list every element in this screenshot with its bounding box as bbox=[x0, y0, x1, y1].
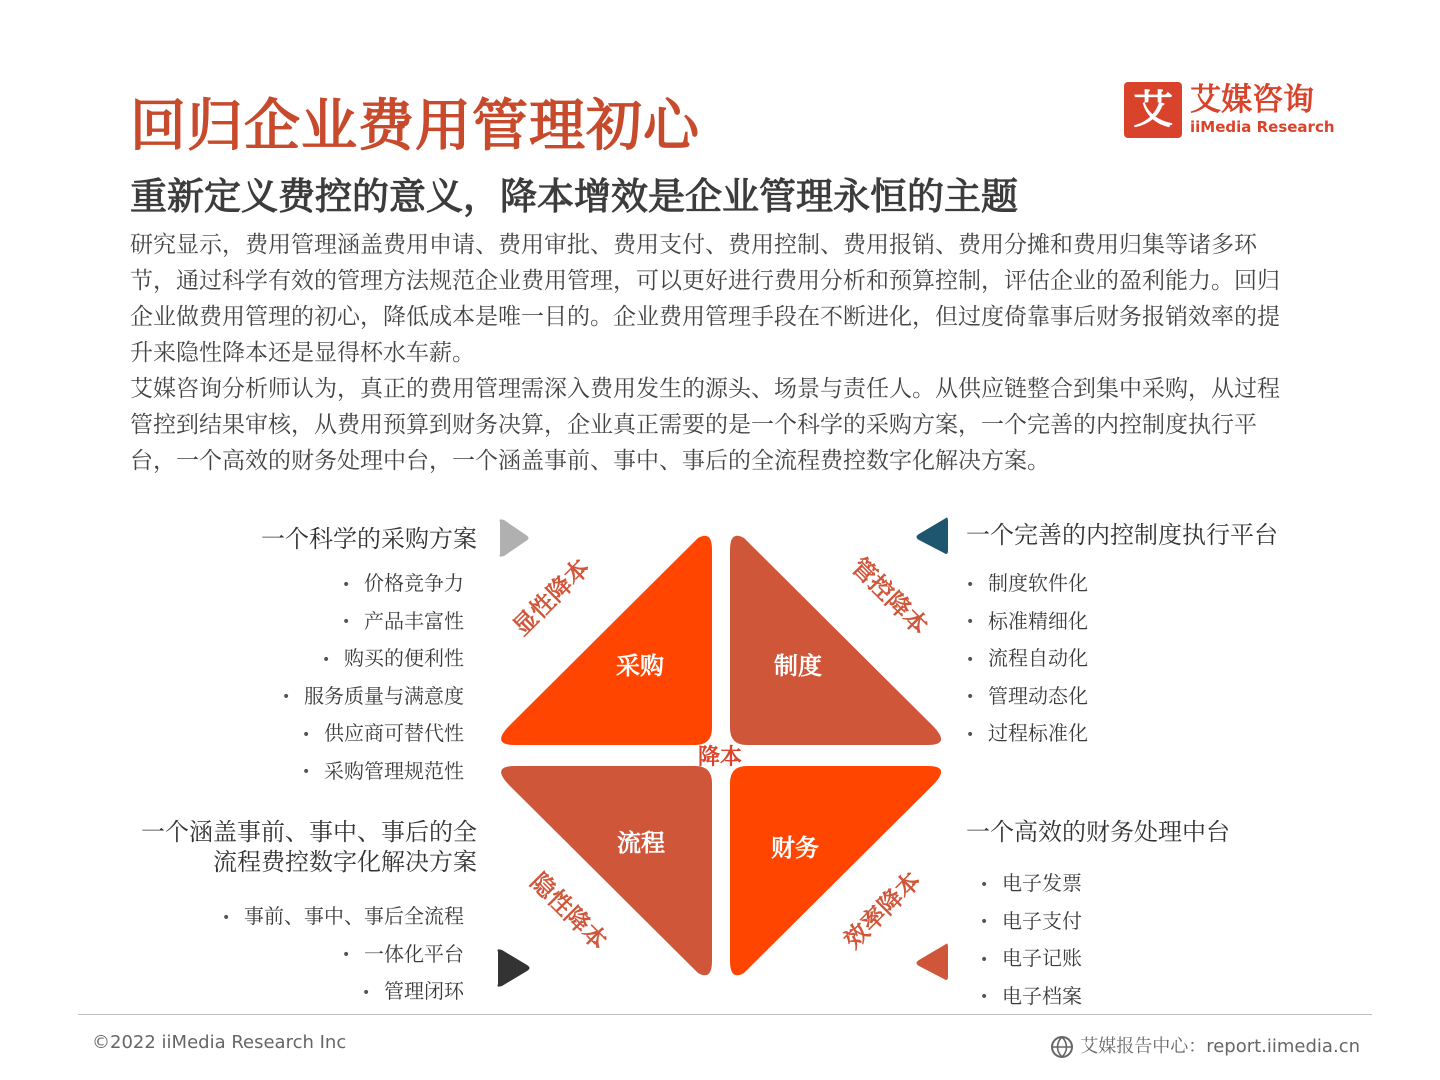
footer-copyright: ©2022 iiMedia Research Inc bbox=[92, 1032, 347, 1053]
footer-source bbox=[1050, 1032, 1360, 1059]
bullet-icon: • bbox=[342, 614, 351, 630]
footer-source-text: 艾媒报告中心：report.iimedia.cn bbox=[1080, 1036, 1360, 1057]
control-list bbox=[966, 565, 1088, 753]
list-item: • 供应商可替代性 bbox=[282, 715, 464, 753]
finance-heading: 一个高效的财务处理中台 bbox=[966, 818, 1230, 846]
bullet-icon: • bbox=[966, 689, 975, 705]
marker-control bbox=[917, 518, 949, 555]
quadrant-process-label: 流程 bbox=[617, 829, 665, 857]
marker-finance bbox=[917, 944, 949, 981]
logo-mark: 艾 bbox=[1124, 82, 1182, 138]
side-label-efficiency: 效率降本 bbox=[838, 866, 927, 955]
quadrant-system-label: 制度 bbox=[774, 652, 822, 680]
logo-name-cn: 艾媒咨询 bbox=[1190, 82, 1314, 118]
list-item: • 一体化平台 bbox=[222, 936, 464, 974]
list-item: • 管理闭环 bbox=[222, 973, 464, 1011]
footer-divider bbox=[78, 1014, 1372, 1015]
marker-procurement bbox=[500, 519, 529, 556]
process-list bbox=[222, 898, 464, 1011]
bullet-icon: • bbox=[980, 876, 989, 893]
bullet-icon: • bbox=[980, 951, 989, 968]
bullet-icon: • bbox=[322, 651, 331, 668]
body-paragraph-2: 艾媒咨询分析师认为，真正的费用管理需深入费用发生的源头、场景与责任人。从供应链整合到集中采购，从过程管控到结果审核，从费用预算到财务决算，企业真正需要的是一个科学的采购方案，一个完善的内控制度执行平台，一个高效的财务处理中台，一个涵盖事前、事中、事后的全流程费控数字化解决方案。 bbox=[130, 376, 1280, 474]
side-label-control: 管控降本 bbox=[845, 552, 934, 641]
list-item: • 购买的便利性 bbox=[282, 640, 464, 678]
quadrant-procurement-label: 采购 bbox=[616, 652, 664, 680]
list-item: • 过程标准化 bbox=[966, 715, 1088, 753]
bullet-icon: • bbox=[342, 576, 351, 593]
list-item: • 价格竞争力 bbox=[282, 565, 464, 603]
list-item: • 采购管理规范性 bbox=[282, 753, 464, 791]
bullet-icon: • bbox=[362, 984, 371, 1001]
control-heading: 一个完善的内控制度执行平台 bbox=[966, 521, 1278, 549]
list-item: • 流程自动化 bbox=[966, 640, 1088, 678]
quadrant-process bbox=[501, 766, 712, 975]
list-item: • 标准精细化 bbox=[966, 603, 1088, 641]
marker-process bbox=[498, 949, 530, 986]
list-item: • 管理动态化 bbox=[966, 678, 1088, 716]
globe-icon bbox=[1050, 1035, 1074, 1059]
bullet-icon: • bbox=[980, 914, 989, 930]
process-heading-line-2: 流程费控数字化解决方案 bbox=[213, 848, 477, 876]
body-paragraph-1: 研究显示，费用管理涵盖费用申请、费用审批、费用支付、费用控制、费用报销、费用分摊和费用归集等诸多环节，通过科学有效的管理方法规范企业费用管理，可以更好进行费用分析和预算控制，评估企业的盈利能力。回归企业做费用管理的初心，降低成本是唯一目的。企业费用管理手段在不断进化，但过度倚靠事后财务报销效率的提升来隐性降本还是显得杯水车薪。 bbox=[130, 232, 1280, 366]
list-item: • 电子支付 bbox=[980, 903, 1082, 941]
procurement-heading: 一个科学的采购方案 bbox=[261, 525, 477, 553]
finance-list bbox=[980, 865, 1082, 1015]
list-item: • 电子记账 bbox=[980, 940, 1082, 978]
bullet-icon: • bbox=[342, 947, 351, 963]
bullet-icon: • bbox=[980, 989, 989, 1005]
bullet-icon: • bbox=[302, 764, 311, 780]
procurement-list bbox=[282, 565, 464, 790]
list-item: • 电子发票 bbox=[980, 865, 1082, 903]
list-item: • 制度软件化 bbox=[966, 565, 1088, 603]
side-label-explicit: 显性降本 bbox=[507, 553, 596, 642]
list-item: • 服务质量与满意度 bbox=[282, 678, 464, 716]
quadrant-finance-label: 财务 bbox=[771, 834, 819, 862]
bullet-icon: • bbox=[966, 651, 975, 668]
process-heading-line-1: 一个涵盖事前、事中、事后的全 bbox=[141, 818, 477, 846]
list-item: • 产品丰富性 bbox=[282, 603, 464, 641]
bullet-icon: • bbox=[222, 909, 231, 926]
bullet-icon: • bbox=[966, 614, 975, 630]
quadrant-system bbox=[730, 536, 941, 745]
bullet-icon: • bbox=[302, 726, 311, 743]
bullet-icon: • bbox=[282, 689, 291, 705]
center-label: 降本 bbox=[697, 745, 743, 770]
page-title: 回归企业费用管理初心 bbox=[130, 94, 700, 159]
bullet-icon: • bbox=[966, 576, 975, 593]
page-subtitle: 重新定义费控的意义，降本增效是企业管理永恒的主题 bbox=[130, 175, 1018, 218]
list-item: • 事前、事中、事后全流程 bbox=[222, 898, 464, 936]
side-label-implicit: 隐性降本 bbox=[524, 867, 613, 956]
logo-name-en: iiMedia Research bbox=[1190, 118, 1335, 136]
quadrant-procurement bbox=[501, 536, 712, 745]
bullet-icon: • bbox=[966, 726, 975, 743]
list-item: • 电子档案 bbox=[980, 978, 1082, 1016]
